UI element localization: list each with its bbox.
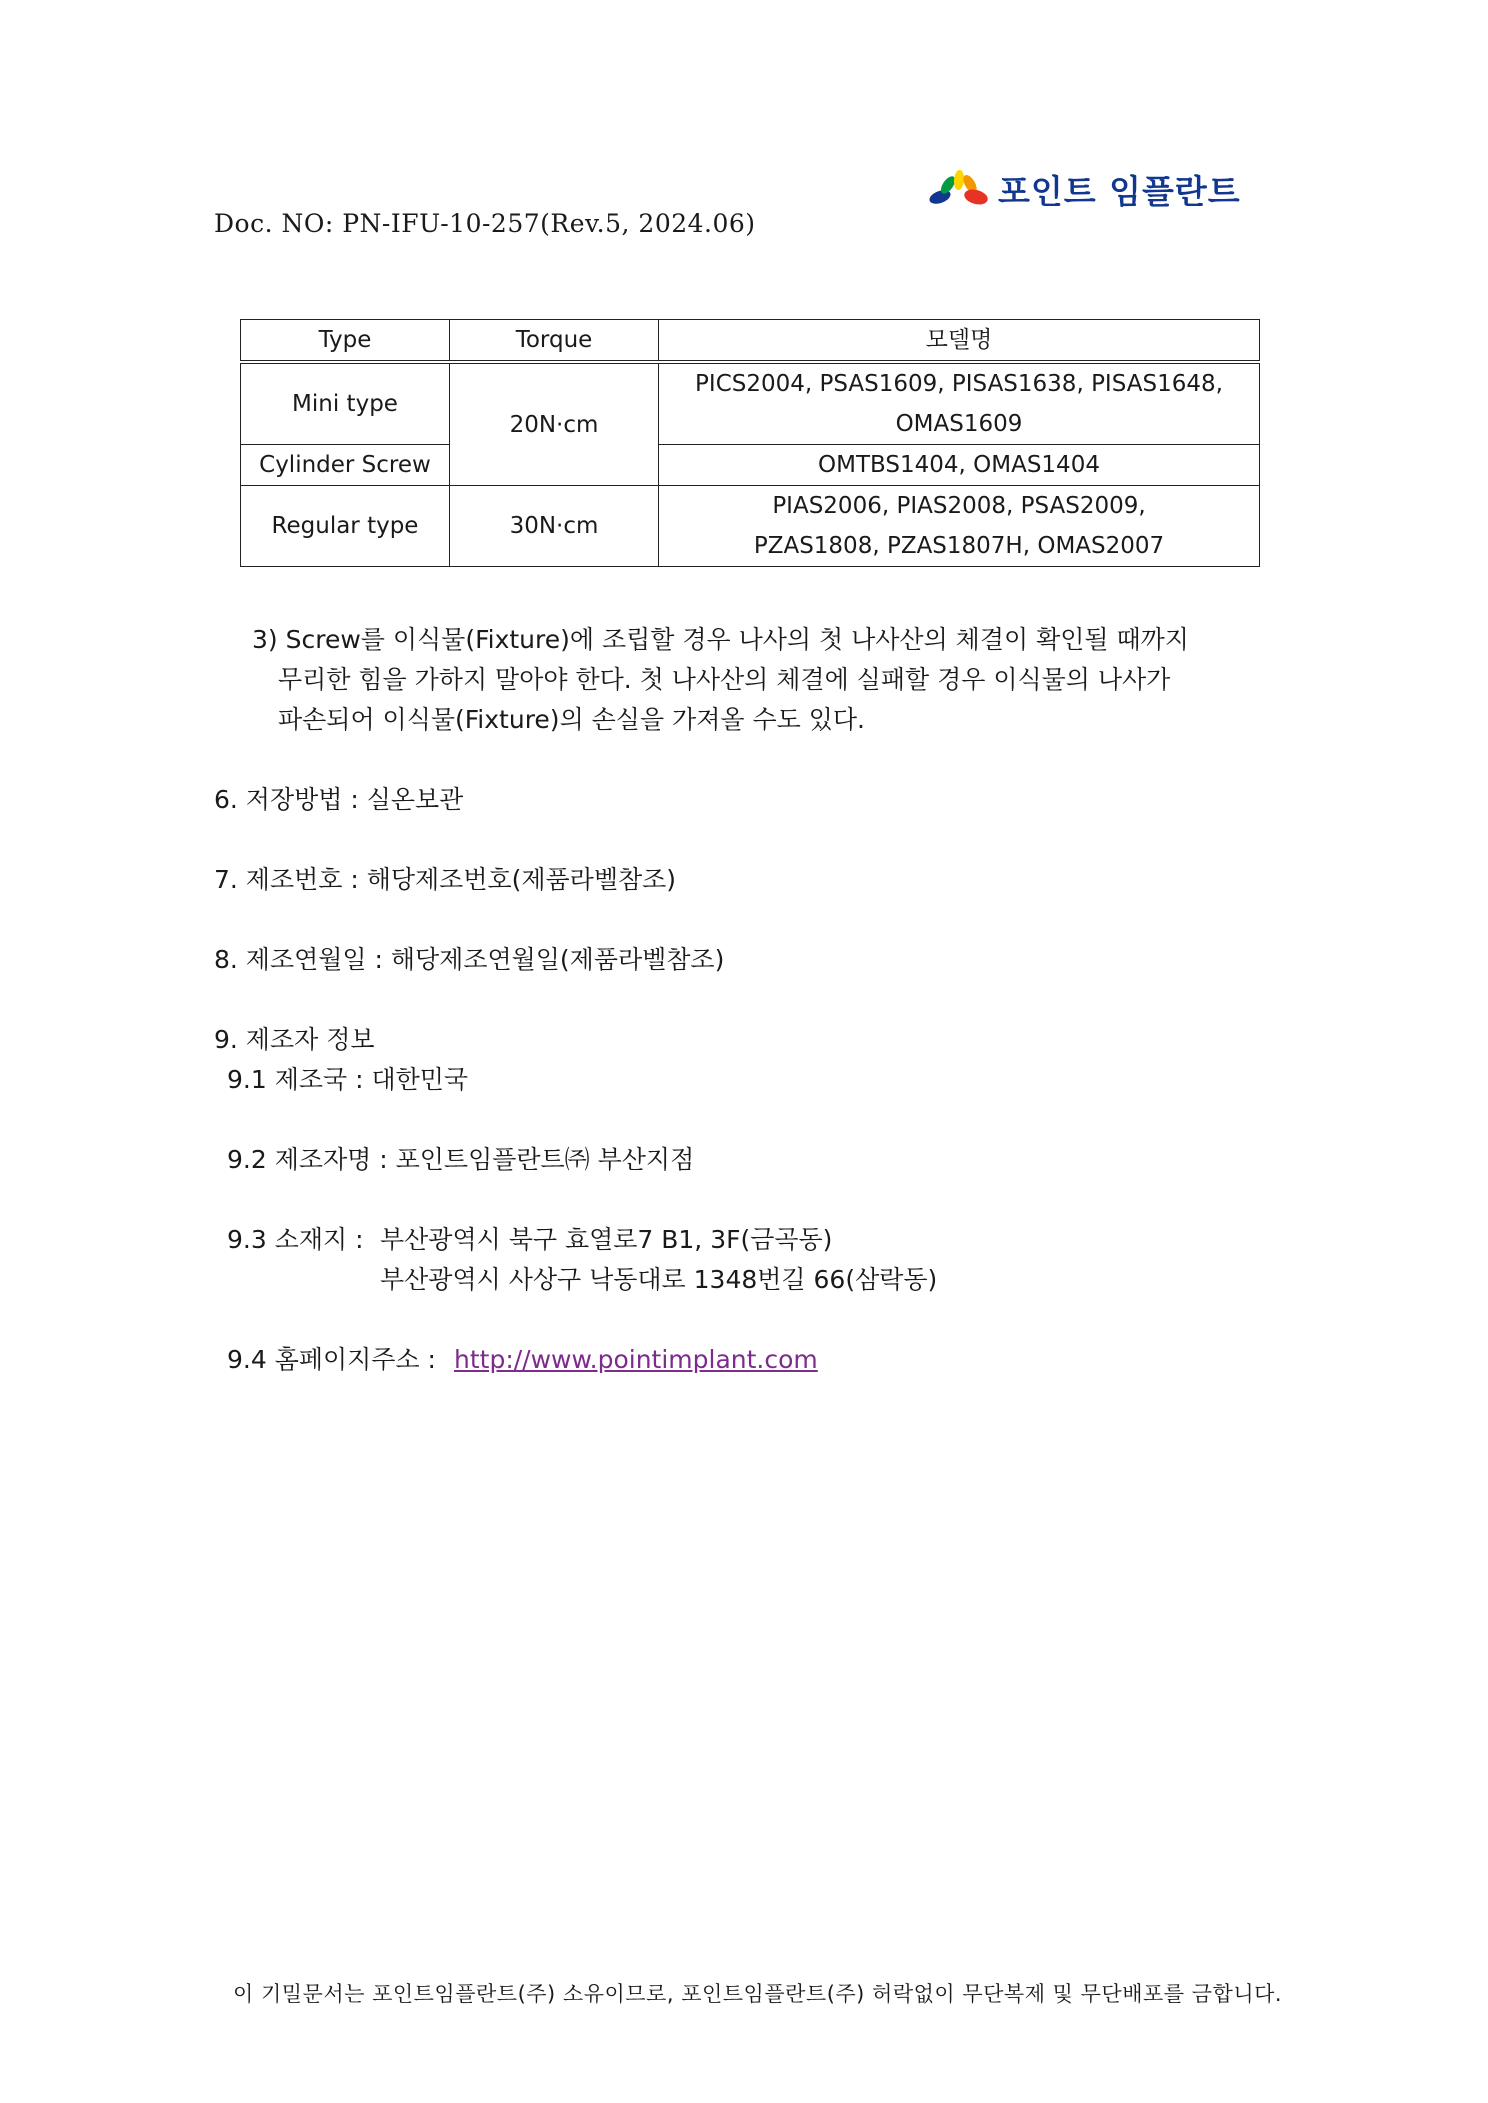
flower-logo-icon: [928, 167, 990, 213]
cell-torque-30: 30N·cm: [450, 486, 659, 567]
cell-mini-type: Mini type: [241, 362, 450, 445]
logo-text: 포인트 임플란트: [998, 172, 1241, 211]
section-manufacturer-name: 9.2 제조자명 : 포인트임플란트㈜ 부산지점: [227, 1145, 695, 1174]
company-logo: [928, 166, 1241, 213]
header-model-name: 모델명: [659, 320, 1260, 363]
section-storage: 6. 저장방법 : 실온보관: [214, 785, 464, 814]
section-country: 9.1 제조국 : 대한민국: [227, 1065, 469, 1094]
cell-regular-models: [659, 486, 1260, 567]
cell-mini-models: [659, 362, 1260, 445]
table-row: [241, 445, 1260, 486]
section-homepage-label: 9.4 홈페이지주소 :: [227, 1345, 436, 1374]
section-lot-number: 7. 제조번호 : 해당제조번호(제품라벨참조): [214, 865, 677, 894]
note3-line2: 무리한 힘을 가하지 말아야 한다. 첫 나사산의 체결에 실패할 경우 이식물의 나사가: [278, 665, 1171, 694]
table-row: [241, 362, 1260, 445]
address-line2: 부산광역시 사상구 낙동대로 1348번길 66(삼락동): [380, 1265, 938, 1294]
cell-cylinder-screw: Cylinder Screw: [241, 445, 450, 486]
header-type: Type: [241, 320, 450, 363]
note3-line1: 3) Screw를 이식물(Fixture)에 조립할 경우 나사의 첫 나사산의 체결이 확인될 때까지: [252, 625, 1189, 654]
mini-models-line1: PICS2004, PSAS1609, PISAS1638, PISAS1648,: [695, 371, 1223, 397]
cell-cylinder-models: OMTBS1404, OMAS1404: [659, 445, 1260, 486]
address-line1: 부산광역시 북구 효열로7 B1, 3F(금곡동): [380, 1225, 833, 1254]
header-torque: Torque: [450, 320, 659, 363]
homepage-link[interactable]: http://www.pointimplant.com: [454, 1345, 818, 1374]
mini-models-line2: OMAS1609: [895, 411, 1023, 437]
section-address-label: 9.3 소재지 :: [227, 1225, 364, 1254]
table-header-row: [241, 320, 1260, 363]
cell-regular-type: Regular type: [241, 486, 450, 567]
regular-models-line1: PIAS2006, PIAS2008, PSAS2009,: [772, 493, 1146, 519]
section-manufacture-date: 8. 제조연월일 : 해당제조연월일(제품라벨참조): [214, 945, 725, 974]
cell-torque-20: 20N·cm: [450, 362, 659, 486]
note3-line3: 파손되어 이식물(Fixture)의 손실을 가져올 수도 있다.: [278, 705, 865, 734]
document-number: Doc. NO: PN-IFU-10-257(Rev.5, 2024.06): [214, 209, 756, 238]
section-manufacturer-info: 9. 제조자 정보: [214, 1025, 375, 1054]
table-row: [241, 486, 1260, 567]
screw-spec-table: [240, 319, 1260, 567]
confidentiality-footer: 이 기밀문서는 포인트임플란트(주) 소유이므로, 포인트임플란트(주) 허락없이 무단복제 및 무단배포를 금합니다.: [233, 1982, 1283, 2006]
regular-models-line2: PZAS1808, PZAS1807H, OMAS2007: [753, 533, 1165, 559]
